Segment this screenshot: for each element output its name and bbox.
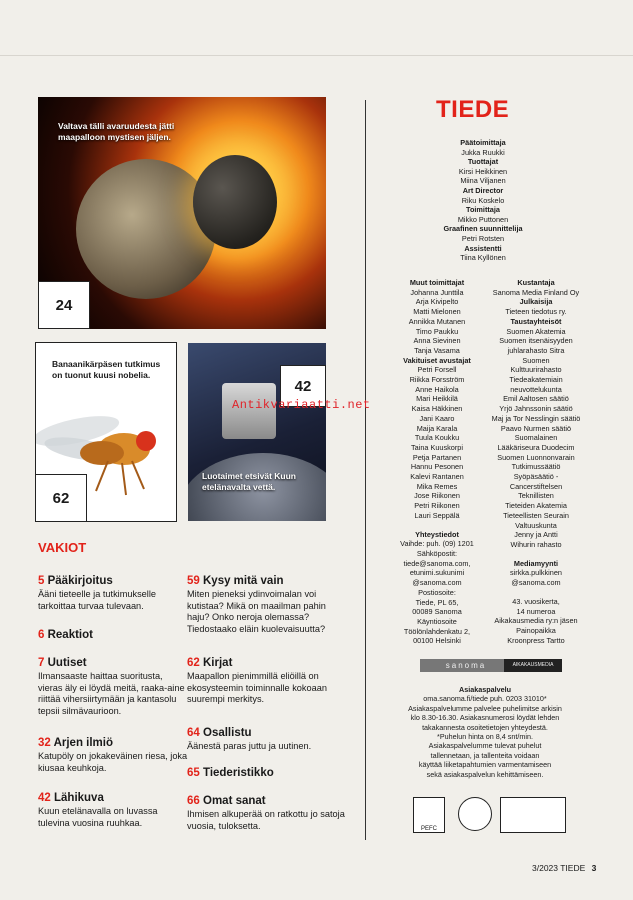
item-description: Ilmansaaste haittaa suoritusta, vieras äly ei löydä meitä, raaka-aine riittää vihersiirtymään ja kantasolu tepsii silmävaurioon. [38, 671, 185, 716]
item-page: 62 [187, 657, 200, 669]
masthead-name: Suomen Akatemia [506, 326, 566, 336]
masthead-name: Lauri Seppälä [414, 510, 460, 520]
masthead-name: Tuula Koukku [414, 433, 460, 443]
item-title: Lähikuva [54, 792, 104, 804]
impactor-image [193, 155, 277, 249]
service-line: käyttää liiketapahtumien varmentamiseen [418, 760, 552, 770]
item-title: Kysy mitä vain [203, 575, 284, 587]
masthead-name: tiede@sanoma.com, [403, 558, 471, 568]
masthead-name: @sanoma.com [511, 578, 561, 588]
masthead-name: Emil Aaltosen säätiö [503, 394, 569, 404]
masthead-name: Suomen [522, 355, 550, 365]
masthead-name: Petri Forsell [417, 365, 457, 375]
contents-item[interactable] [187, 726, 347, 753]
masthead-name: Postiosoite: [418, 587, 456, 597]
item-title: Osallistu [203, 727, 252, 739]
masthead-right-column [482, 278, 590, 645]
masthead-name: juhlarahasto Sitra [507, 345, 565, 355]
item-description: Ääni tieteelle ja tutkimukselle tarkoittaa turvaa tulevaan. [38, 589, 156, 611]
masthead-staff [418, 138, 548, 263]
masthead-name: 00100 Helsinki [413, 636, 461, 646]
watermark-text: Antikvariaatti.net [232, 398, 371, 412]
item-title: Reaktiot [47, 629, 93, 641]
masthead-name: Teknillisten [518, 491, 554, 501]
item-description: Maapallon pienimmillä eliöillä on ekosysteemin toiminnalle kokoaan suurempi merkitys. [187, 671, 327, 705]
item-title: Uutiset [47, 657, 87, 669]
masthead-name: Suomen itsenäisyyden [499, 336, 573, 346]
masthead-role: Mediamyynti [513, 558, 559, 568]
masthead-role: Julkaisija [519, 297, 553, 307]
tiede-logo: TIEDE [436, 96, 510, 123]
masthead-name: Sanoma Media Finland Oy [492, 287, 580, 297]
section-label: VAKIOT [38, 540, 87, 555]
masthead-name: Kaisa Häkkinen [411, 404, 463, 414]
masthead-name: Mari Heikkilä [416, 394, 458, 404]
masthead-left-column [392, 278, 482, 646]
masthead-name: Petri Rotsten [461, 233, 505, 243]
masthead-name: Lääkäriseura Duodecim [497, 442, 575, 452]
masthead-name: Cancerstiftelsen [509, 481, 563, 491]
masthead-name: 43. vuosikerta, [512, 596, 560, 606]
item-page: 7 [38, 657, 45, 669]
masthead-name: Tieteen tiedotus ry. [505, 307, 567, 317]
column-divider [365, 100, 366, 840]
feature-caption: Valtava tälli avaruudesta jätti maapalloon mystisen jäljen. [58, 121, 175, 142]
issue-number: 3/2023 [532, 863, 558, 873]
masthead-role: Assistentti [464, 243, 502, 253]
contents-item[interactable] [187, 656, 347, 706]
masthead-name: Sähköpostit: [416, 548, 458, 558]
masthead-role: Toimittaja [466, 205, 500, 215]
masthead-name: Jenny ja Antti [514, 530, 558, 540]
magazine-name: TIEDE [560, 863, 586, 873]
masthead-name: Petri Riikonen [414, 501, 460, 511]
service-title: Asiakaspalvelu [459, 685, 511, 694]
service-line: tallennetaan, ja tallenteita voidaan [430, 750, 540, 760]
feature-page-number: 62 [35, 474, 87, 522]
sanoma-logo: sanoma [420, 659, 512, 672]
contents-item[interactable] [38, 736, 188, 774]
item-page: 59 [187, 575, 200, 587]
masthead-role: Graafinen suunnittelija [443, 224, 523, 234]
feature-caption: Luotaimet etsivät Kuun etelänavalta vettä. [202, 471, 296, 492]
masthead-name: Töölönlahdenkatu 2, [403, 626, 471, 636]
item-page: 66 [187, 795, 200, 807]
item-description: Ihmisen alkuperää on ratkottu jo satoja vuosia, tuloksetta. [187, 809, 345, 831]
item-title: Arjen ilmiö [53, 737, 114, 749]
feature-page-number: 24 [38, 281, 90, 329]
service-line: Asiakaspalvelumme palvelee puhelimitse arkisin [408, 703, 562, 713]
contents-item[interactable] [38, 574, 188, 612]
feature-photo-fly[interactable] [35, 342, 177, 522]
item-page: 6 [38, 629, 45, 641]
customer-service-block [385, 685, 585, 779]
item-page: 65 [187, 767, 200, 779]
masthead-name: Painopaikka [516, 625, 556, 635]
masthead-role: Muut toimittajat [409, 278, 465, 287]
item-title: Tiederistikko [203, 767, 274, 779]
service-line: oma.sanoma.fi/tiede puh. 0203 31010* [423, 694, 547, 704]
masthead-role: Taustayhteisöt [510, 316, 562, 326]
masthead-name: Arja Kivipelto [415, 297, 459, 307]
planet-image [76, 159, 216, 299]
service-line: *Puhelun hinta on 8,4 snt/min. [437, 732, 533, 742]
item-description: Miten pieneksi ydinvoimalan voi kutistaa? Mikä on maailman pahin haju? Onko neroja olemassa? Tiedostaako eläin kuolevaisuutta? [187, 589, 326, 634]
contents-item[interactable] [38, 628, 188, 642]
item-page: 5 [38, 575, 45, 587]
masthead-name: Miina Viljanen [460, 176, 506, 186]
item-page: 42 [38, 792, 51, 804]
contents-item[interactable] [187, 766, 347, 780]
masthead-name: Valtuuskunta [515, 520, 557, 530]
masthead-name: Maija Karala [416, 423, 458, 433]
masthead-role: Kustantaja [517, 278, 555, 287]
item-page: 64 [187, 727, 200, 739]
item-title: Kirjat [203, 657, 233, 669]
masthead-role: Päätoimittaja [460, 138, 506, 147]
masthead-name: Suomalainen [514, 433, 558, 443]
masthead-name: sirkka.pulkkinen [510, 568, 562, 578]
masthead-name: Johanna Junttila [410, 287, 464, 297]
masthead-role: Tuottajat [467, 157, 499, 167]
masthead-name: Jukka Ruukki [461, 147, 505, 157]
masthead-role: Vakituiset avustajat [403, 355, 471, 365]
masthead-name: Aikakausmedia ry:n jäsen [494, 616, 578, 626]
masthead-name: Tutkimussäätiö [511, 462, 561, 472]
item-title: Omat sanat [203, 795, 266, 807]
masthead-name: Riku Koskelo [461, 195, 505, 205]
service-line: sekä asiakaspalvelun kehittämiseen. [426, 769, 544, 779]
masthead-name: etunimi.sukunimi [409, 568, 465, 578]
masthead-name: @sanoma.com [412, 578, 462, 588]
top-rule [0, 55, 633, 56]
masthead-name: Paavo Nurmen säätiö [500, 423, 572, 433]
masthead-name: 00089 Sanoma [412, 607, 462, 617]
masthead-name: Anna Sievinen [413, 336, 461, 346]
masthead-name: Syöpäsäätiö - [513, 472, 559, 482]
masthead-name: Tiedeakatemiain [509, 375, 563, 385]
contents-item[interactable] [38, 656, 188, 717]
masthead-name: Käyntiosoite [417, 616, 457, 626]
item-title: Pääkirjoitus [47, 575, 113, 587]
item-description: Kuun etelänavalla on luvassa tulevina vuosina ruuhkaa. [38, 806, 158, 828]
masthead-name: Kulttuurirahasto [510, 365, 562, 375]
masthead-name: Taina Kuuskorpi [411, 442, 463, 452]
contents-item[interactable] [187, 794, 347, 832]
masthead-name: Tiede, PL 65, [415, 597, 459, 607]
masthead-name: Suomen Luonnonvarain [497, 452, 575, 462]
masthead-role: Art Director [462, 185, 504, 195]
service-line: klo 8.30-16.30. Asiakasnumerosi löydät lehden [410, 713, 560, 723]
aikakausmedia-logo: AIKAKAUSMEDIA [504, 659, 562, 672]
masthead-name: Kirsi Heikkinen [458, 166, 508, 176]
contents-item[interactable] [38, 791, 188, 829]
masthead-name: Annikka Mutanen [408, 316, 466, 326]
masthead-name: Timo Paukku [415, 326, 459, 336]
masthead-name: 14 numeroa [516, 606, 556, 616]
masthead-name: Kalevi Rantanen [410, 472, 464, 482]
swan-ecolabel-logo [458, 797, 492, 831]
feature-photo-lunar[interactable] [188, 343, 326, 521]
page-number: 3 [591, 863, 597, 873]
masthead-name: Tiina Kyllönen [460, 253, 506, 263]
service-line: Asiakaspalvelumme tulevat puhelut [428, 741, 542, 751]
masthead-name: Petja Partanen [412, 452, 462, 462]
masthead-name: Riikka Forsström [409, 375, 465, 385]
masthead-name: Mika Remes [416, 481, 458, 491]
item-description: Äänestä paras juttu ja uutinen. [187, 741, 312, 751]
masthead-role: Yhteystiedot [415, 529, 459, 539]
masthead-name: Kroonpress Tartto [507, 635, 565, 645]
service-line: takakannesta osoitetietojen yhteydestä. [422, 722, 548, 732]
pefc-logo: PEFC [413, 797, 445, 833]
masthead-name: Jani Kaaro [419, 413, 455, 423]
feature-photo-impact[interactable] [38, 97, 326, 329]
masthead-name: Mikko Puttonen [457, 214, 509, 224]
masthead-name: Tieteellisten Seurain [503, 510, 569, 520]
masthead-name: neuvottelukunta [510, 384, 562, 394]
masthead-name: Wihurin rahasto [510, 539, 562, 549]
item-description: Katupöly on jokakeväinen riesa, joka kiusaa keuhkoja. [38, 751, 188, 773]
masthead-name: Maj ja Tor Nesslingin säätiö [491, 413, 581, 423]
certification-seal-logo [500, 797, 566, 833]
item-page: 32 [38, 737, 51, 749]
contents-item[interactable] [187, 574, 347, 635]
masthead-name: Yrjö Jahnssonin säätiö [499, 404, 573, 414]
feature-caption: Banaanikärpäsen tutkimus on tuonut kuusi nobelia. [52, 359, 161, 380]
feature-page-number: 42 [280, 365, 326, 407]
masthead-name: Tanja Vasama [414, 345, 460, 355]
masthead-name: Anne Haikola [415, 384, 459, 394]
masthead-name: Tieteiden Akatemia [505, 501, 567, 511]
masthead-name: Jose Riikonen [414, 491, 460, 501]
masthead-name: Matti Mielonen [413, 307, 461, 317]
masthead-name: Vaihde: puh. (09) 1201 [400, 539, 474, 549]
page-footer [532, 863, 596, 873]
service-lines [385, 694, 585, 779]
masthead-name: Hannu Pesonen [410, 462, 464, 472]
